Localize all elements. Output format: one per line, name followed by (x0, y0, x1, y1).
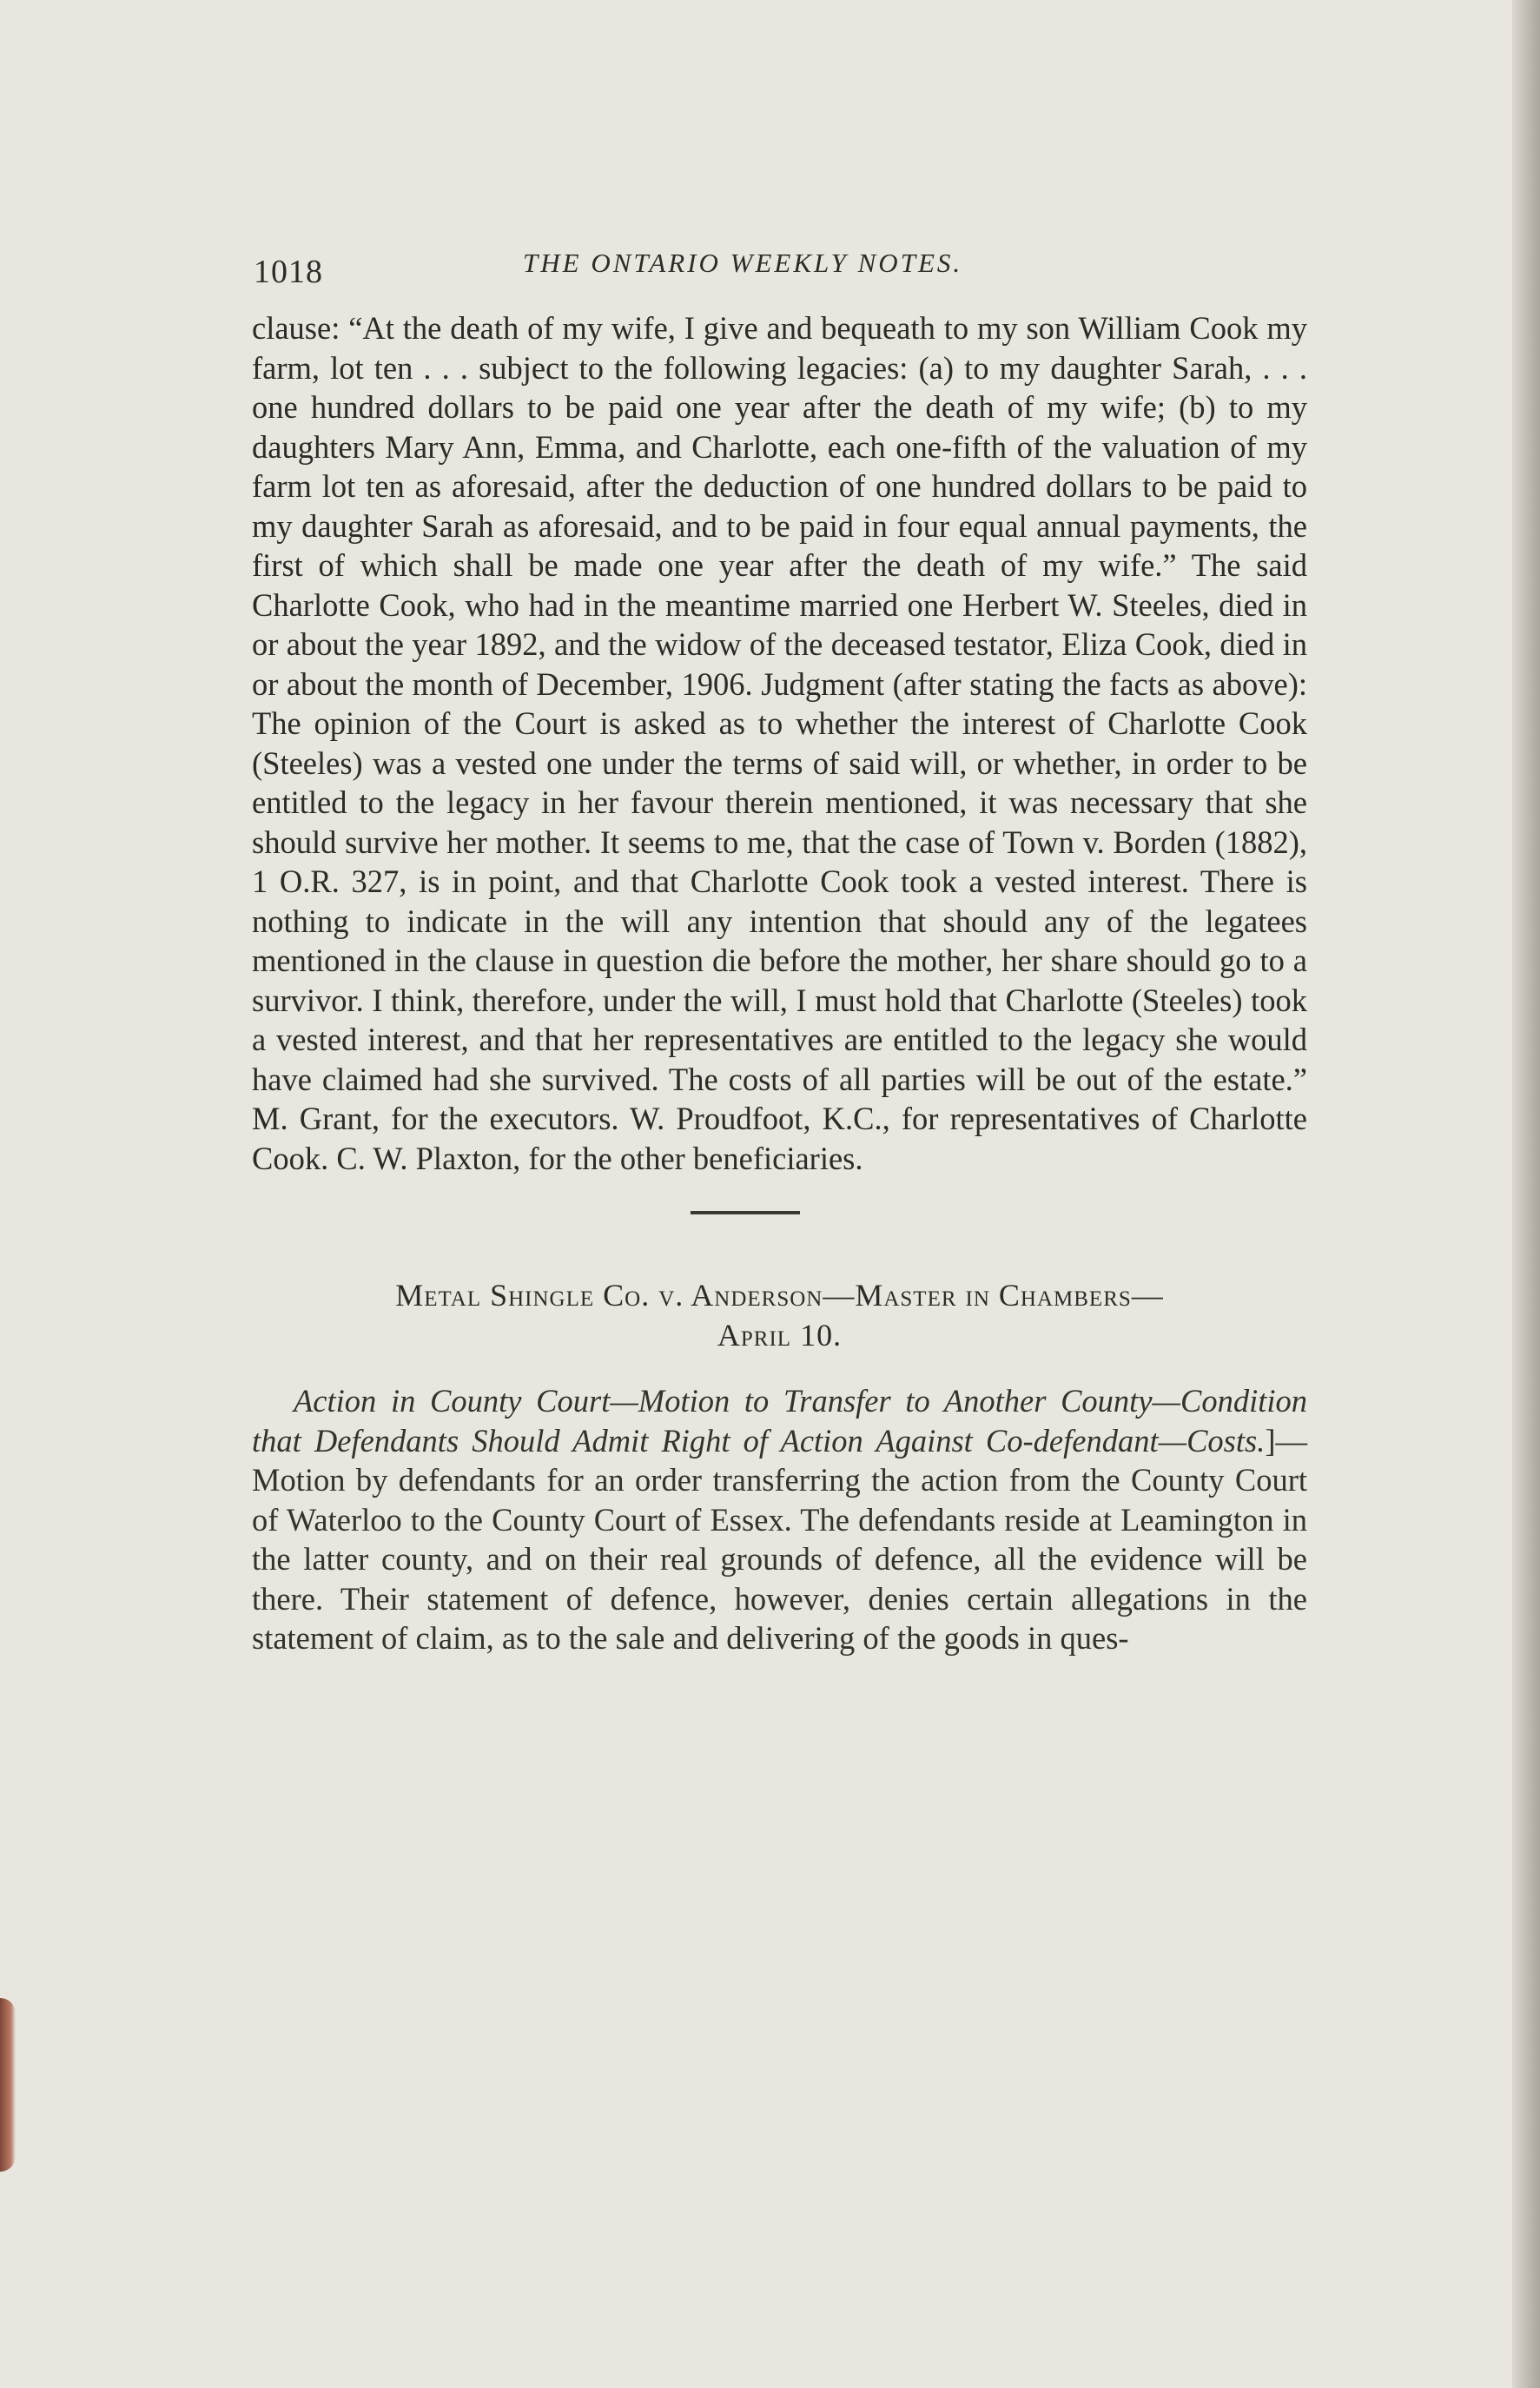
case-headnote: Action in County Court—Motion to Transfer to Another County—Condition that Defendants Should Admit Right of Action Against Co-defendant—Costs. (252, 1383, 1307, 1459)
page-number: 1018 (254, 254, 323, 290)
section-divider (691, 1211, 800, 1214)
case-paragraph (252, 1381, 1307, 1658)
running-title: THE ONTARIO WEEKLY NOTES. (523, 248, 963, 278)
page-edge (1512, 0, 1540, 2388)
case-text: ]—Motion by defendants for an order transferring the action from the County Court of Waterloo to the County Court of Essex. The defendants reside at Leamington in the latter county, and on their real grounds of defence, all the evidence will be there. Their statement of defence, however, denies certain allegations in the statement of claim, as to the sale and delivering of the goods in ques- (252, 1422, 1307, 1656)
page-content (252, 248, 1307, 1658)
case-heading (252, 1275, 1307, 1355)
case-heading-title: Metal Shingle Co. v. Anderson—Master in Chambers— (395, 1278, 1164, 1313)
judgment-paragraph: clause: “At the death of my wife, I give and bequeath to my son William Cook my farm, lot ten . . . subject to the following legacies: (a) to my daughter Sarah, . . . one hundred dollars to be paid one year after the death of my wife; (b) to my daughters Mary Ann, Emma, and Charlotte, each one-fifth of the valuation of my farm lot ten as aforesaid, after the deduction of one hundred dollars to be paid to my daughter Sarah as aforesaid, and to be paid in four equal annual payments, the first of which shall be made one year after the death of my wife.” The said Charlotte Cook, who had in the meantime married one Herbert W. Steeles, died in or about the year 1892, and the widow of the deceased testator, Eliza Cook, died in or about the month of December, 1906. Judgment (after stating the facts as above): The opinion of the Court is asked as to whether the interest of Charlotte Cook (Steeles) was a vested one under the terms of said will, or whether, in order to be entitled to the legacy in her favour therein mentioned, it was necessary that she should survive her mother. It seems to me, that the case of Town v. Borden (1882), 1 O.R. 327, is in point, and that Charlotte Cook took a vested interest. There is nothing to indicate in the will any intention that should any of the legatees mentioned in the clause in question die before the mother, her share should go to a survivor. I think, therefore, under the will, I must hold that Charlotte (Steeles) took a vested interest, and that her representatives are entitled to the legacy she would have claimed had she survived. The costs of all parties will be out of the estate.” M. Grant, for the executors. W. Proudfoot, K.C., for representatives of Charlotte Cook. C. W. Plaxton, for the other beneficiaries. (252, 310, 1307, 1176)
binding-mark (0, 1998, 16, 2172)
case-heading-date: April 10. (717, 1318, 843, 1353)
page-header (252, 248, 1307, 308)
